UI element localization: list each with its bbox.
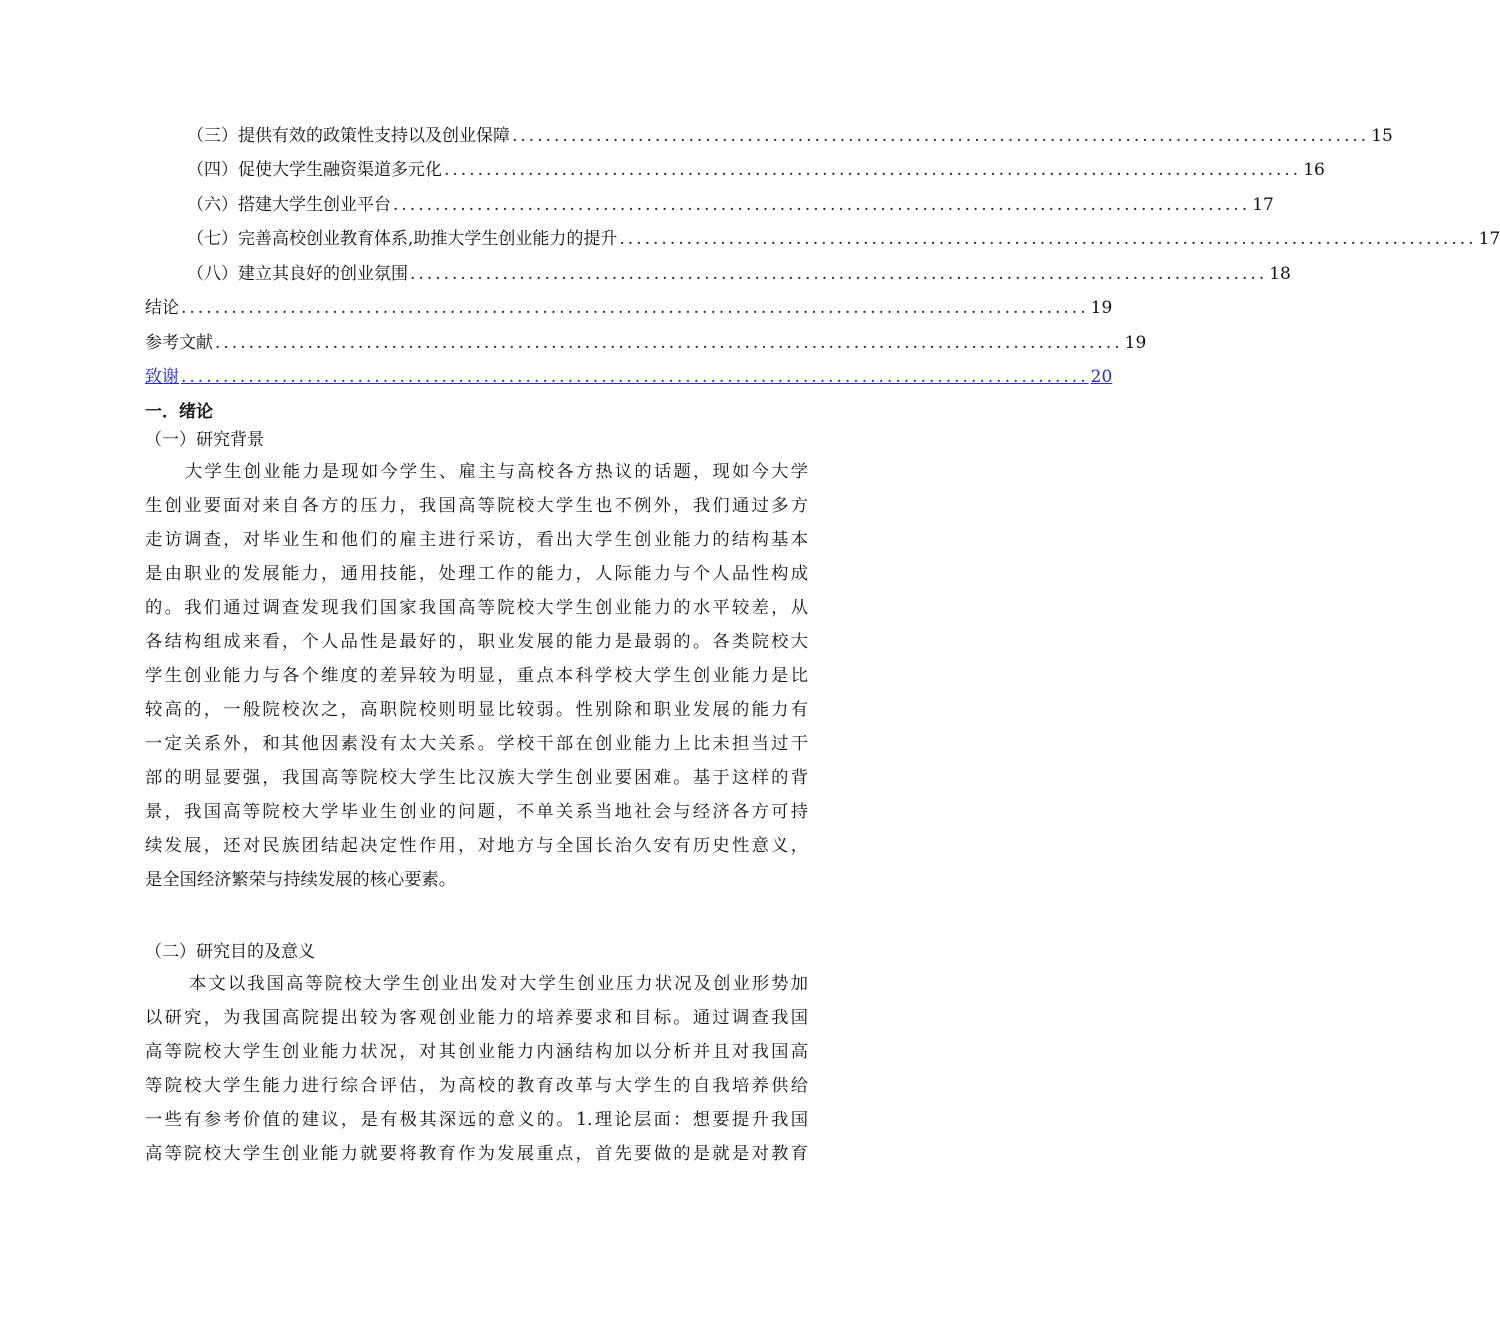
toc-entry-title: （七）完善高校创业教育体系,助推大学生创业能力的提升 bbox=[187, 229, 618, 249]
chapter-heading: 一．绪论 bbox=[145, 402, 213, 422]
toc-entry-page: 17 bbox=[1252, 195, 1274, 215]
paragraph-line: 本文以我国高等院校大学生创业出发对大学生创业压力状况及创业形势加 bbox=[189, 974, 808, 994]
toc-leader-dots: ...................................................................................................... bbox=[410, 264, 1268, 284]
toc-entry-page: 16 bbox=[1303, 160, 1325, 180]
toc-entry-page: 15 bbox=[1371, 126, 1393, 146]
toc-leader-dots: ............................................................................................................ bbox=[181, 298, 1089, 318]
toc-entry-title: （四）促使大学生融资渠道多元化 bbox=[187, 160, 442, 180]
paragraph-line: 一些有参考价值的建议，是有极其深远的意义的。1.理论层面：想要提升我国 bbox=[145, 1110, 808, 1130]
toc-entry[interactable] bbox=[187, 188, 1274, 222]
toc-leader-dots: ............................................................................................................ bbox=[215, 333, 1123, 353]
toc-entry-title: （六）搭建大学生创业平台 bbox=[187, 195, 391, 215]
paragraph-line: 以研究，为我国高院提出较为客观创业能力的培养要求和目标。通过调查我国 bbox=[145, 1008, 808, 1028]
paragraph-line: 是全国经济繁荣与持续发展的核心要素。 bbox=[145, 870, 457, 890]
toc-entry-title: 结论 bbox=[145, 298, 179, 318]
toc-entry-link[interactable] bbox=[145, 360, 1113, 394]
paragraph-line: 大学生创业能力是现如今学生、雇主与高校各方热议的话题，现如今大学 bbox=[185, 462, 808, 482]
paragraph-line: 高等院校大学生创业能力状况，对其创业能力内涵结构加以分析并且对我国高 bbox=[145, 1042, 808, 1062]
toc-entry-title: （八）建立其良好的创业氛围 bbox=[187, 264, 408, 284]
toc-entry[interactable] bbox=[187, 257, 1291, 291]
toc-entry-title: （三）提供有效的政策性支持以及创业保障 bbox=[187, 126, 510, 146]
toc-entry[interactable] bbox=[145, 326, 1147, 360]
toc-leader-dots: ...................................................................................................... bbox=[444, 160, 1302, 180]
paragraph-line: 高等院校大学生创业能力就要将教育作为发展重点，首先要做的是就是对教育 bbox=[145, 1144, 808, 1164]
toc-entry-title: 参考文献 bbox=[145, 333, 213, 353]
paragraph-line: 一定关系外，和其他因素没有太大关系。学校干部在创业能力上比未担当过干 bbox=[145, 734, 808, 754]
paragraph-line: 走访调查，对毕业生和他们的雇主进行采访，看出大学生创业能力的结构基本 bbox=[145, 530, 808, 550]
toc-leader-dots: ...................................................................................................... bbox=[393, 195, 1251, 215]
toc-entry[interactable] bbox=[145, 291, 1113, 325]
paragraph-line: 较高的，一般院校次之，高职院校则明显比较弱。性别除和职业发展的能力有 bbox=[145, 700, 808, 720]
toc-entry[interactable] bbox=[187, 119, 1393, 153]
section-heading: （一）研究背景 bbox=[145, 430, 264, 450]
toc-entry-title[interactable]: 致谢 bbox=[145, 367, 179, 387]
toc-entry[interactable] bbox=[187, 153, 1325, 187]
toc-leader-dots: ...................................................................................................... bbox=[619, 229, 1477, 249]
paragraph-line: 续发展，还对民族团结起决定性作用，对地方与全国长治久安有历史性意义， bbox=[145, 836, 808, 856]
toc-entry-page: 19 bbox=[1090, 298, 1113, 318]
toc-entry[interactable] bbox=[187, 222, 1500, 256]
paragraph bbox=[145, 455, 808, 897]
toc-entry-page: 17 bbox=[1478, 229, 1500, 249]
toc-leader-dots: ............................................................................................................ bbox=[181, 367, 1089, 387]
section-heading: （二）研究目的及意义 bbox=[145, 942, 315, 962]
toc-leader-dots: ...................................................................................................... bbox=[512, 126, 1370, 146]
paragraph-line: 是由职业的发展能力，通用技能，处理工作的能力，人际能力与个人品性构成 bbox=[145, 564, 808, 584]
paragraph-line: 各结构组成来看，个人品性是最好的，职业发展的能力是最弱的。各类院校大 bbox=[145, 632, 808, 652]
paragraph-line: 的。我们通过调查发现我们国家我国高等院校大学生创业能力的水平较差，从 bbox=[145, 598, 808, 618]
toc-entry-page: 19 bbox=[1124, 333, 1147, 353]
paragraph-line: 部的明显要强，我国高等院校大学生比汉族大学生创业要困难。基于这样的背 bbox=[145, 768, 808, 788]
paragraph-line: 等院校大学生能力进行综合评估，为高校的教育改革与大学生的自我培养供给 bbox=[145, 1076, 808, 1096]
paragraph bbox=[145, 967, 808, 1171]
toc-entry-page[interactable]: 20 bbox=[1090, 367, 1113, 387]
paragraph-line: 生创业要面对来自各方的压力，我国高等院校大学生也不例外，我们通过多方 bbox=[145, 496, 808, 516]
paragraph-line: 景，我国高等院校大学毕业生创业的问题，不单关系当地社会与经济各方可持 bbox=[145, 802, 808, 822]
toc-entry-page: 18 bbox=[1269, 264, 1291, 284]
paragraph-line: 学生创业能力与各个维度的差异较为明显，重点本科学校大学生创业能力是比 bbox=[145, 666, 808, 686]
